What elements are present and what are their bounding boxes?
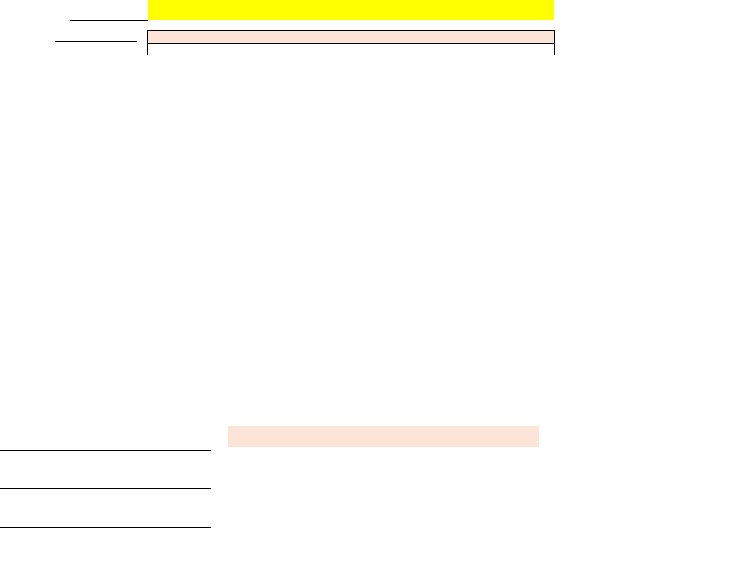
- alternate-driver-signature-line[interactable]: [0, 527, 211, 528]
- fuel-table-header: [228, 426, 539, 447]
- oil-check-header: [326, 428, 374, 429]
- end-mileage-header: [657, 82, 709, 86]
- community-signature-line[interactable]: [0, 450, 211, 451]
- mileage-at-fillup-header: [276, 428, 326, 429]
- total-miles-header: [709, 82, 747, 86]
- start-mileage-header: [601, 82, 657, 86]
- driver-signature-line[interactable]: [0, 488, 211, 489]
- wash-clean-header: [374, 428, 424, 429]
